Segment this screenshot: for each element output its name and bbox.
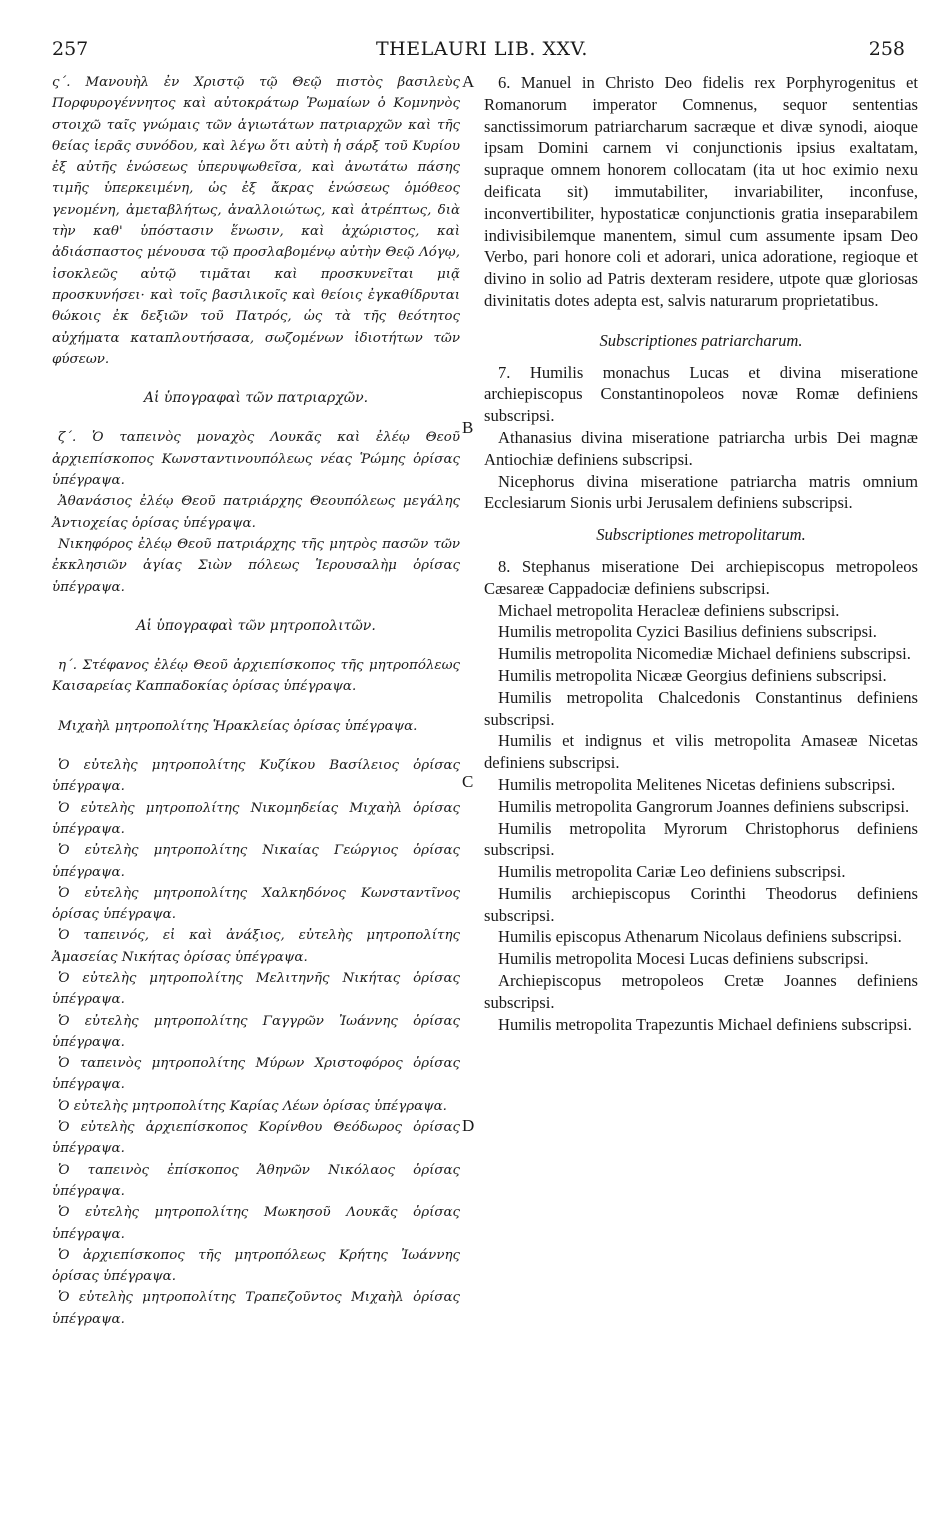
latin-subscription: Humilis metropolita Gangrorum Joannes definiens subscripsi.: [498, 796, 910, 816]
latin-subscription: Humilis metropolita Cyzici Basilius definiens subscripsi.: [498, 622, 877, 642]
greek-subscription: Ὁ ταπεινός, εἰ καὶ ἀνάξιος, εὐτελὴς μητροπολίτης Ἀμασείας Νικήτας ὁρίσας ὑπέγραψα.: [52, 928, 460, 965]
greek-paragraph-7: ζ΄. Ὁ ταπεινὸς μοναχὸς Λουκᾶς καὶ ἐλέῳ Θεοῦ ἀρχιεπίσκοπος Κωνσταντινουπόλεως νέας Ῥώμης ὁρίσας ὑπέγραψα.: [52, 430, 460, 489]
latin-subscription: Humilis archiepiscopus Corinthi Theodorus definiens subscripsi.: [484, 883, 918, 925]
margin-marker-a: A: [462, 72, 475, 91]
latin-subscription: Humilis metropolita Cariæ Leo definiens subscripsi.: [498, 862, 846, 882]
greek-subscription: Ὁ ἀρχιεπίσκοπος τῆς μητροπόλεως Κρήτης Ἰωάννης ὁρίσας ὑπέγραψα.: [52, 1247, 460, 1285]
greek-nikephoros: Νικηφόρος ἐλέῳ Θεοῦ πατριάρχης τῆς μητρὸς πασῶν τῶν ἐκκλησιῶν ἁγίας Σιὼν πόλεως Ἱερουσαλὴμ ὁρίσας ὑπέγραψα.: [52, 536, 460, 595]
greek-subscription: Ὁ ταπεινὸς μητροπολίτης Μύρων Χριστοφόρος ὁρίσας ὑπέγραψα.: [52, 1056, 460, 1093]
latin-subscription: Humilis metropolita Mocesi Lucas definiens subscripsi.: [498, 949, 869, 969]
latin-nicephorus: Nicephorus divina miseratione patriarcha matris omnium Ecclesiarum Sionis urbi Jerusalem definiens subscripsi.: [484, 471, 918, 513]
page-header: [0, 38, 951, 64]
margin-marker-b: B: [462, 418, 474, 437]
latin-michael-heraclea: Michael metropolita Heracleæ definiens subscripsi.: [498, 600, 840, 620]
greek-subscription: Ὁ εὐτελὴς ἀρχιεπίσκοπος Κορίνθου Θεόδωρος ὁρίσας ὑπέγραψα.: [52, 1120, 460, 1157]
greek-subscription: Ὁ εὐτελὴς μητροπολίτης Κυζίκου Βασίλειος ὁρίσας ὑπέγραψα.: [52, 758, 460, 795]
greek-subscription: Ὁ εὐτελὴς μητροπολίτης Χαλκηδόνος Κωνσταντῖνος ὁρίσας ὑπέγραψα.: [52, 885, 460, 923]
greek-subscription: Ὁ εὐτελὴς μητροπολίτης Νικομηδείας Μιχαὴλ ὁρίσας ὑπέγραψα.: [52, 800, 460, 837]
latin-subscription: Humilis metropolita Nicææ Georgius definiens subscripsi.: [498, 665, 887, 685]
greek-subscription: Ὁ εὐτελὴς μητροπολίτης Μελιτηνῆς Νικήτας ὁρίσας ὑπέγραψα.: [52, 970, 460, 1008]
latin-heading-metropolitans: Subscriptiones metropolitarum.: [596, 525, 806, 545]
latin-paragraph-6: 6. Manuel in Christo Deo fidelis rex Porphyrogenitus et Romanorum imperator Comnenus, sequor sententias sanctissimorum patriarcharum sacræque et divæ synodi, aioque ipsam Domini carnem vi conjunctionis ipsius exaltatam, supraque omnem honorem collocatam (ita ut hoc eximio nexu deificata sit) immutabiliter, invariabiliter, inconfuse, inconvertibiliter, hypostaticæ conjunctionis gratia inseparabilem indivisibilemque manentem, simul cum assumente ipsam Deo Verbo, pari honore coli et adorari, unica adoratione, regioque et divino in solio ad Patris dexteram residere, utpote quæ gloriosas divinitatis dotes adepta est, salvis naturarum proprietatibus.: [484, 73, 918, 310]
right-page-number: 258: [868, 38, 905, 60]
latin-subscription: Humilis et indignus et vilis metropolita Amaseæ Nicetas definiens subscripsi.: [484, 731, 918, 773]
greek-michael-heraclea: Μιχαὴλ μητροπολίτης Ἡρακλείας ὁρίσας ὑπέγραψα.: [58, 718, 418, 734]
latin-subscription: Humilis metropolita Nicomediæ Michael definiens subscripsi.: [498, 644, 911, 664]
latin-athanasius: Athanasius divina miseratione patriarcha urbis Dei magnæ Antiochiæ definiens subscripsi.: [484, 427, 918, 469]
greek-subscription: Ὁ εὐτελὴς μητροπολίτης Καρίας Λέων ὁρίσας ὑπέγραψα.: [58, 1098, 447, 1114]
running-title: THELAURI LIB. XXV.: [376, 38, 588, 60]
latin-column: [484, 72, 918, 1035]
left-page-number: 257: [52, 38, 89, 60]
greek-subscription: Ὁ εὐτελὴς μητροπολίτης Νικαίας Γεώργιος ὁρίσας ὑπέγραψα.: [52, 843, 460, 880]
greek-heading-metropolitans: Αἱ ὑπογραφαὶ τῶν μητροπολιτῶν.: [136, 617, 376, 634]
greek-paragraph-6: ς΄. Μανουὴλ ἐν Χριστῷ τῷ Θεῷ πιστὸς βασιλεὺς Πορφυρογέννητος καὶ αὐτοκράτωρ Ῥωμαίων ὁ Κομνηνὸς στοιχῶ ταῖς γνώμαις τῶν ἁγιωτάτων πατριαρχῶν καὶ τῆς θείας ἱερᾶς συνόδου, καὶ λέγω ὅτι αὐτὴ ἡ σάρξ τοῦ Κυρίου ἐξ αὐτῆς ἑνώσεως ὑπερυψωθεῖσα, καὶ ἀνωτάτω πάσης τιμῆς ὑπερκειμένη, ὡς ἐξ ἄκρας ἑνώσεως ὁμόθεος γενομένη, ἀμεταβλήτως, ἀναλλοιώτως, καὶ ἀτρέπτως, διὰ τὴν καθ' ὑπόστασιν ἕνωσιν, καὶ ἀχώριστος, καὶ ἀδιάσπαστος μένουσα τῷ προσλαβομένῳ αὐτὴν Θεῷ Λόγῳ, ἰσοκλεῶς αὐτῷ τιμᾶται καὶ προσκυνεῖται μιᾷ προσκυνήσει· καὶ τοῖς βασιλικοῖς καὶ θείοις ἐγκαθίδρυται θώκοις ἐκ δεξιῶν τοῦ Πατρός, ὡς τὰ τῆς θεότητος αὐχήματα καταπλουτήσασα, σωζομένων ἰδιοτήτων τῶν φύσεων.: [52, 75, 460, 367]
greek-subscription: Ὁ εὐτελὴς μητροπολίτης Μωκησοῦ Λουκᾶς ὁρίσας ὑπέγραψα.: [52, 1205, 460, 1242]
latin-paragraph-7: 7. Humilis monachus Lucas et divina miseratione archiepiscopus Constantinopoleos novæ Romæ definiens subscripsi.: [484, 362, 918, 426]
latin-subscription: Humilis metropolita Myrorum Christophorus definiens subscripsi.: [484, 818, 918, 860]
latin-subscription: Archiepiscopus metropoleos Cretæ Joannes definiens subscripsi.: [484, 971, 918, 1012]
greek-heading-patriarchs: Αἱ ὑπογραφαὶ τῶν πατριαρχῶν.: [143, 390, 369, 407]
latin-paragraph-8: 8. Stephanus miseratione Dei archiepiscopus metropoleos Cæsareæ Cappadociæ definiens subscripsi.: [484, 556, 918, 598]
greek-subscription: Ὁ εὐτελὴς μητροπολίτης Γαγγρῶν Ἰωάννης ὁρίσας ὑπέγραψα.: [52, 1013, 460, 1050]
latin-subscription: Humilis metropolita Melitenes Nicetas definiens subscripsi.: [498, 774, 896, 794]
greek-subscription: Ὁ εὐτελὴς μητροπολίτης Τραπεζοῦντος Μιχαὴλ ὁρίσας ὑπέγραψα.: [52, 1290, 460, 1327]
margin-marker-c: C: [462, 772, 474, 791]
greek-athanasios: Ἀθανάσιος ἐλέῳ Θεοῦ πατριάρχης Θεουπόλεως μεγάλης Ἀντιοχείας ὁρίσας ὑπέγραψα.: [52, 494, 460, 531]
latin-subscription: Humilis metropolita Trapezuntis Michael definiens subscripsi.: [498, 1014, 912, 1034]
greek-paragraph-8: η΄. Στέφανος ἐλέῳ Θεοῦ ἀρχιεπίσκοπος τῆς μητροπόλεως Καισαρείας Καππαδοκίας ὁρίσας ὑπέγραψα.: [52, 658, 460, 695]
greek-subscription: Ὁ ταπεινὸς ἐπίσκοπος Ἀθηνῶν Νικόλαος ὁρίσας ὑπέγραψα.: [52, 1162, 460, 1199]
latin-heading-patriarchs: Subscriptiones patriarcharum.: [599, 330, 803, 350]
greek-column: [52, 72, 460, 1330]
latin-subscription: Humilis metropolita Chalcedonis Constantinus definiens subscripsi.: [484, 687, 918, 729]
margin-marker-d: D: [462, 1116, 475, 1135]
latin-subscription: Humilis episcopus Athenarum Nicolaus definiens subscripsi.: [498, 927, 902, 947]
